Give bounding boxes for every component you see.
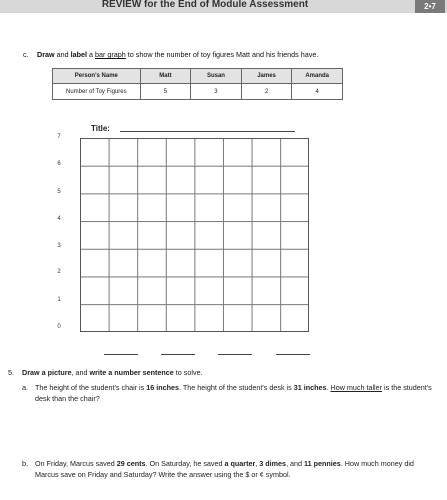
bold-value: 11 pennies: [304, 459, 341, 468]
y-tick-label: 2: [57, 269, 61, 275]
text-run: , and: [286, 459, 305, 468]
page-title: REVIEW for the End of Module Assessment: [101, 0, 309, 10]
title-answer-line[interactable]: [120, 131, 295, 132]
text-run: The height of the student's chair is: [35, 383, 147, 392]
graph-title-label: Title:: [91, 124, 110, 133]
instruction-text: to solve.: [173, 368, 203, 377]
table-row: [53, 84, 343, 100]
question-c: [23, 50, 318, 59]
y-tick-label: 4: [57, 216, 61, 222]
label-word: label: [70, 50, 87, 59]
header-cell: Person's Name: [53, 69, 141, 84]
x-label-blank[interactable]: [218, 354, 252, 355]
bold-value: 31 inches: [293, 383, 327, 392]
instruction-bold: Draw a picture: [22, 368, 72, 377]
value-cell: 2: [241, 84, 292, 100]
text-run: On Friday, Marcus saved: [35, 459, 117, 468]
y-tick-label: 5: [57, 189, 61, 195]
underlined-phrase: How much taller: [330, 383, 383, 392]
bar-graph-grid[interactable]: [80, 138, 309, 332]
y-tick-label: 3: [57, 243, 61, 249]
question-letter: a.: [22, 383, 28, 392]
y-tick-label: 6: [57, 161, 61, 167]
connector-text: a: [86, 50, 95, 59]
y-tick-label: 1: [57, 297, 61, 303]
instruction-bold: write a number sentence: [89, 368, 174, 377]
row-label: Number of Toy Figures: [53, 84, 141, 100]
question-5: [8, 368, 203, 377]
header-cell: Amanda: [292, 69, 343, 84]
bold-value: a quarter: [224, 459, 256, 468]
value-cell: 5: [140, 84, 191, 100]
question-text: [35, 383, 435, 404]
y-tick-label: 7: [57, 134, 61, 140]
connector-text: and: [54, 50, 71, 59]
instruction-text: , and: [71, 368, 90, 377]
bold-value: 3 dimes: [259, 459, 287, 468]
text-run: ,: [255, 459, 260, 468]
text-run: .: [326, 383, 331, 392]
text-run: is the student's desk than the chair?: [35, 383, 432, 403]
value-cell: 4: [292, 84, 343, 100]
question-text: [35, 458, 435, 480]
question-number: 5.: [8, 368, 14, 377]
text-run: . How much money did Marcus save on Friday and Saturday? Write the answer using the $ or ¢ symbol.: [35, 459, 414, 479]
header-cell: Susan: [191, 69, 242, 84]
question-letter: c.: [23, 50, 29, 59]
bold-value: 16 inches: [146, 383, 180, 392]
header-banner: [0, 0, 447, 13]
header-cell: Matt: [140, 69, 191, 84]
y-tick-label: 0: [57, 324, 61, 330]
question-text: to show the number of toy figures Matt and his friends have.: [125, 50, 319, 59]
question-letter: b.: [22, 459, 28, 468]
x-label-blank[interactable]: [276, 354, 310, 355]
draw-word: Draw: [37, 50, 55, 59]
bold-value: 29 cents: [116, 459, 146, 468]
bar-graph-term: bar graph: [94, 50, 126, 59]
text-run: . On Saturday, he saved: [145, 459, 225, 468]
text-run: . The height of the student's desk is: [179, 383, 294, 392]
toy-figures-table: [52, 68, 343, 100]
header-cell: James: [241, 69, 292, 84]
x-label-blank[interactable]: [161, 354, 195, 355]
x-label-blank[interactable]: [104, 354, 138, 355]
lesson-badge: 2•7: [415, 0, 445, 13]
value-cell: 3: [191, 84, 242, 100]
table-header-row: [53, 69, 343, 84]
